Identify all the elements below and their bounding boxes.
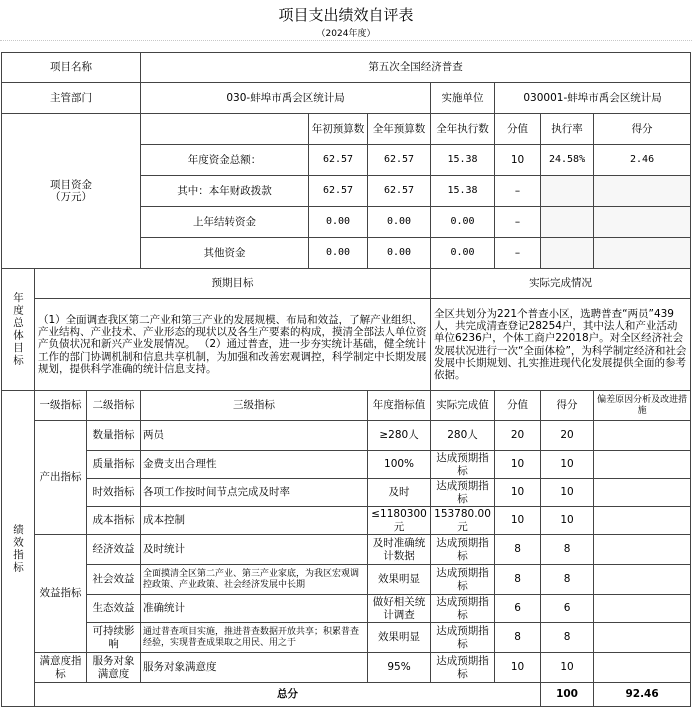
funds-row-annual: 62.57 (368, 176, 431, 207)
funds-row-initial: 0.00 (309, 207, 368, 238)
page-subtitle: （2024年度） (316, 29, 376, 39)
indicator-note (594, 653, 691, 683)
funds-header-score-value: 分值 (495, 114, 541, 145)
funds-row-name: 其中：本年财政拨款 (141, 176, 309, 207)
funds-row-score-value: – (495, 238, 541, 269)
indicator-note (594, 623, 691, 653)
funds-row-initial: 62.57 (309, 176, 368, 207)
actual-completion-text: 全区共划分为221个普查小区，选聘普查“两员”439人，共完成清查登记28254户，其中法人和产业活动单位6236户，个体工商户22018户。对全区经济社会发展状况进行一次“全面体检”，为科学制定经济和社会发展中长期规划、扎实推进现代化发展提供全面的参考依据。 (431, 299, 691, 391)
indicator-target: 做好相关统计调查 (368, 595, 431, 623)
indicator-l2: 质量指标 (87, 451, 141, 479)
indicator-l3: 准确统计 (141, 595, 368, 623)
indicator-note (594, 451, 691, 479)
funds-header-rate: 执行率 (541, 114, 594, 145)
indicator-value: 10 (495, 653, 541, 683)
department-value: 030-蚌埠市禹会区统计局 (141, 83, 431, 114)
indicator-actual: 达成预期指标 (431, 623, 495, 653)
funds-row-exec: 0.00 (431, 238, 495, 269)
indicator-l3: 各项工作按时间节点完成及时率 (141, 479, 368, 507)
funds-row-score: 2.46 (594, 145, 691, 176)
funds-row-name: 上年结转资金 (141, 207, 309, 238)
funds-header-exec: 全年执行数 (431, 114, 495, 145)
indicator-value: 10 (495, 479, 541, 507)
implementing-unit-label: 实施单位 (431, 83, 495, 114)
funds-row-initial: 62.57 (309, 145, 368, 176)
funds-header-initial: 年初预算数 (309, 114, 368, 145)
indicator-l3: 及时统计 (141, 535, 368, 565)
indicator-l2: 生态效益 (87, 595, 141, 623)
performance-indicators-label: 绩效指标 (2, 391, 35, 707)
indicator-l3: 金费支出合理性 (141, 451, 368, 479)
indicator-actual: 280人 (431, 421, 495, 451)
indicator-l1-output: 产出指标 (35, 421, 87, 535)
indicator-actual: 达成预期指标 (431, 451, 495, 479)
indicator-score: 10 (541, 653, 594, 683)
indicator-actual: 达成预期指标 (431, 595, 495, 623)
indicator-header-target: 年度指标值 (368, 391, 431, 421)
indicator-score: 10 (541, 451, 594, 479)
indicator-target: 效果明显 (368, 565, 431, 595)
indicator-actual: 达成预期指标 (431, 479, 495, 507)
indicator-header-l2: 二级指标 (87, 391, 141, 421)
indicator-score: 10 (541, 507, 594, 535)
indicator-l1-satisfaction: 满意度指标 (35, 653, 87, 683)
indicator-value: 10 (495, 451, 541, 479)
funds-row-score (594, 176, 691, 207)
department-label: 主管部门 (2, 83, 141, 114)
funds-row-name: 其他资金 (141, 238, 309, 269)
funds-header-annual: 全年预算数 (368, 114, 431, 145)
indicator-note (594, 595, 691, 623)
indicator-l3: 服务对象满意度 (141, 653, 368, 683)
funds-row-annual: 62.57 (368, 145, 431, 176)
indicator-l3: 两员 (141, 421, 368, 451)
total-label: 总分 (35, 683, 541, 707)
indicator-value: 6 (495, 595, 541, 623)
indicator-target: ≤1180300元 (368, 507, 431, 535)
indicator-target: 及时 (368, 479, 431, 507)
indicator-score: 8 (541, 565, 594, 595)
actual-completion-header: 实际完成情况 (431, 269, 691, 299)
indicator-note (594, 421, 691, 451)
funds-row-exec: 0.00 (431, 207, 495, 238)
page-title: 项目支出绩效自评表 (278, 6, 414, 24)
funds-row-rate: 24.58% (541, 145, 594, 176)
funds-header-score: 得分 (594, 114, 691, 145)
funds-row-score (594, 238, 691, 269)
indicator-header-note: 偏差原因分析及改进措施 (594, 391, 691, 421)
funds-row-exec: 15.38 (431, 176, 495, 207)
funds-row-score-value: – (495, 207, 541, 238)
funds-row-name: 年度资金总额： (141, 145, 309, 176)
indicator-l3: 通过普查项目实施，推进普查数据开放共享；积累普查经验，实现普查成果取之用民、用之于 (141, 623, 368, 653)
indicator-l2: 可持续影响 (87, 623, 141, 653)
indicator-target: ≥280人 (368, 421, 431, 451)
expected-goals-header: 预期目标 (35, 269, 431, 299)
indicator-value: 10 (495, 507, 541, 535)
indicator-score: 6 (541, 595, 594, 623)
funds-row-annual: 0.00 (368, 238, 431, 269)
funds-header-blank (141, 114, 309, 145)
funds-label: 项目资金 （万元） (2, 114, 141, 269)
indicator-l2: 服务对象满意度 (87, 653, 141, 683)
indicator-note (594, 535, 691, 565)
indicator-value: 8 (495, 565, 541, 595)
indicator-target: 100% (368, 451, 431, 479)
funds-row-rate (541, 176, 594, 207)
project-name-label: 项目名称 (2, 53, 141, 83)
total-value: 100 (541, 683, 594, 707)
indicator-actual: 153780.00元 (431, 507, 495, 535)
funds-row-exec: 15.38 (431, 145, 495, 176)
indicator-header-actual: 实际完成值 (431, 391, 495, 421)
indicator-actual: 达成预期指标 (431, 535, 495, 565)
funds-row-rate (541, 207, 594, 238)
indicator-score: 8 (541, 535, 594, 565)
evaluation-table (1, 52, 691, 707)
funds-row-initial: 0.00 (309, 238, 368, 269)
indicator-value: 20 (495, 421, 541, 451)
indicator-l1-benefit: 效益指标 (35, 535, 87, 653)
indicator-l3: 全面摸清全区第二产业、第三产业家底，为我区宏观调控政策、产业政策、社会经济发展中长期 (141, 565, 368, 595)
indicator-header-l3: 三级指标 (141, 391, 368, 421)
indicator-header-score: 得分 (541, 391, 594, 421)
indicator-header-l1: 一级指标 (35, 391, 87, 421)
indicator-value: 8 (495, 623, 541, 653)
indicator-note (594, 507, 691, 535)
total-score: 92.46 (594, 683, 691, 707)
indicator-note (594, 565, 691, 595)
funds-row-score (594, 207, 691, 238)
funds-row-rate (541, 238, 594, 269)
indicator-score: 10 (541, 479, 594, 507)
indicator-l3: 成本控制 (141, 507, 368, 535)
expected-goals-text: （1）全面调查我区第二产业和第三产业的发展规模、布局和效益，了解产业组织、产业结构、产业技术、产业形态的现状以及各生产要素的构成，摸清全部法人单位资产负债状况和新兴产业发展情况。 （2）通过普查，进一步夯实统计基础，健全统计工作的部门协调机制和信息共享机制，为加强和改善宏观调控，科学制定中长期发展规划，提供科学准确的统计信息支持。 (35, 299, 431, 391)
indicator-l2: 数量指标 (87, 421, 141, 451)
funds-row-score-value: 10 (495, 145, 541, 176)
indicator-target: 效果明显 (368, 623, 431, 653)
indicator-score: 20 (541, 421, 594, 451)
indicator-target: 95% (368, 653, 431, 683)
indicator-l2: 成本指标 (87, 507, 141, 535)
implementing-unit-value: 030001-蚌埠市禹会区统计局 (495, 83, 691, 114)
indicator-header-value: 分值 (495, 391, 541, 421)
indicator-l2: 社会效益 (87, 565, 141, 595)
funds-row-score-value: – (495, 176, 541, 207)
funds-row-annual: 0.00 (368, 207, 431, 238)
annual-goals-label: 年度总体目标 (2, 269, 35, 391)
project-name-value: 第五次全国经济普查 (141, 53, 691, 83)
indicator-l2: 经济效益 (87, 535, 141, 565)
indicator-note (594, 479, 691, 507)
indicator-actual: 达成预期指标 (431, 653, 495, 683)
indicator-target: 及时准确统计数据 (368, 535, 431, 565)
indicator-l2: 时效指标 (87, 479, 141, 507)
indicator-score: 8 (541, 623, 594, 653)
indicator-value: 8 (495, 535, 541, 565)
indicator-actual: 达成预期指标 (431, 565, 495, 595)
